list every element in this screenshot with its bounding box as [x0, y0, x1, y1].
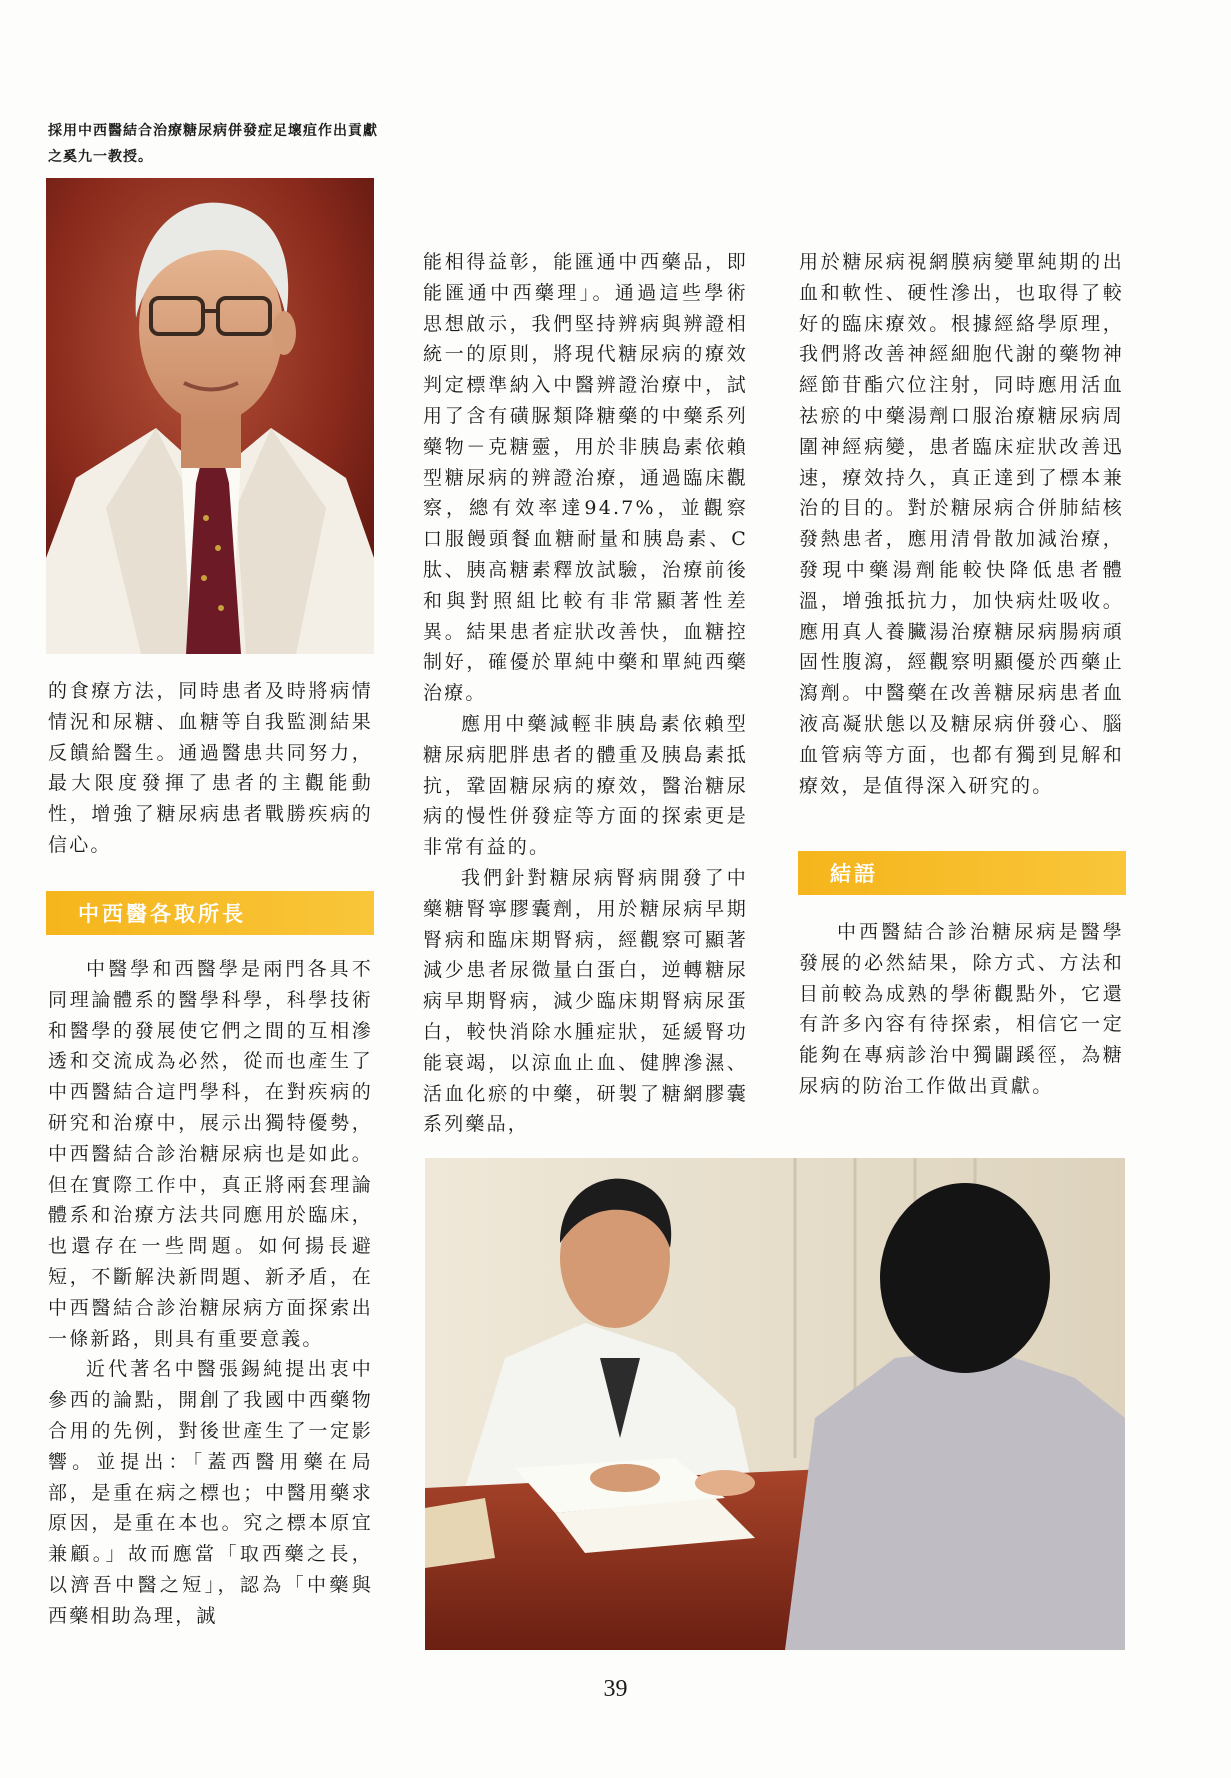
column-1-top: [48, 676, 373, 861]
column-3-bottom: [799, 917, 1124, 1102]
paragraph: 用於糖尿病視網膜病變單純期的出血和軟性、硬性滲出，也取得了較好的臨床療效。根據經絡學原理，我們將改善神經細胞代謝的藥物神經節苷酯穴位注射，同時應用活血祛瘀的中藥湯劑口服治療糖尿病周圍神經病變，患者臨床症狀改善迅速，療效持久，真正達到了標本兼治的目的。對於糖尿病合併肺結核發熱患者，應用清骨散加減治療，發現中藥湯劑能較快降低患者體溫，增強抵抗力，加快病灶吸收。應用真人養臟湯治療糖尿病腸病頑固性腹瀉，經觀察明顯優於西藥止瀉劑。中醫藥在改善糖尿病患者血液高凝狀態以及糖尿病併發心、腦血管病等方面，也都有獨到見解和療效，是值得深入研究的。: [799, 251, 1124, 797]
section-heading: 中西醫各取所長: [46, 891, 374, 935]
paragraph: 我們針對糖尿病腎病開發了中藥糖腎寧膠囊劑，用於糖尿病早期腎病和臨床期腎病，經觀察可顯著減少患者尿微量白蛋白，逆轉糖尿病早期腎病，減少臨床期腎病尿蛋白，較快消除水腫症狀，延緩腎功能衰竭，以涼血止血、健脾滲濕、活血化瘀的中藥，研製了糖網膠囊系列藥品，: [423, 866, 748, 1136]
page-number: 39: [603, 1676, 628, 1702]
paragraph: 能相得益彰，能匯通中西藥品，即能匯通中西藥理」。通過這些學術思想啟示，我們堅持辨病與辨證相統一的原則，將現代糖尿病的療效判定標準納入中醫辨證治療中，試用了含有磺脲類降糖藥的中藥系列藥物－克糖靈，用於非胰島素依賴型糖尿病的辨證治療，通過臨床觀察，總有效率達94.7%，並觀察口服饅頭餐血糖耐量和胰島素、C肽、胰高糖素釋放試驗，治療前後和與對照組比較有非常顯著性差異。結果患者症狀改善快，血糖控制好，確優於單純中藥和單純西藥治療。: [423, 251, 748, 705]
section-heading: 結語: [798, 851, 1126, 895]
column-1-bottom: [48, 954, 373, 1632]
paragraph: 應用中藥減輕非胰島素依賴型糖尿病肥胖患者的體重及胰島素抵抗，鞏固糖尿病的療效，醫治糖尿病的慢性併發症等方面的探索更是非常有益的。: [423, 712, 748, 859]
photo-caption: 採用中西醫結合治療糖尿病併發症足壞疽作出貢獻之奚九一教授。: [48, 123, 378, 165]
column-3: [799, 247, 1124, 801]
paragraph: 近代著名中醫張錫純提出衷中參西的論點，開創了我國中西藥物合用的先例，對後世產生了一定影響。並提出：「蓋西醫用藥在局部，是重在病之標也；中醫用藥求原因，是重在本也。究之標本原宜兼顧。」故而應當「取西藥之長，以濟吾中醫之短」，認為「中藥與西藥相助為理，誠: [48, 1358, 373, 1627]
column-2: [423, 247, 748, 1140]
paragraph: 中西醫結合診治糖尿病是醫學發展的必然結果，除方式、方法和目前較為成熟的學術觀點外，它還有許多內容有待探索，相信它一定能夠在專病診治中獨闢蹊徑，為糖尿病的防治工作做出貢獻。: [799, 921, 1124, 1097]
paragraph: 的食療方法，同時患者及時將病情情況和尿糖、血糖等自我監測結果反饋給醫生。通過醫患共同努力，最大限度發揮了患者的主觀能動性，增強了糖尿病患者戰勝疾病的信心。: [48, 680, 373, 856]
paragraph: 中醫學和西醫學是兩門各具不同理論體系的醫學科學，科學技術和醫學的發展使它們之間的互相滲透和交流成為必然，從而也產生了中西醫結合這門學科，在對疾病的研究和治療中，展示出獨特優勢，中西醫結合診治糖尿病也是如此。但在實際工作中，真正將兩套理論體系和治療方法共同應用於臨床，也還存在一些問題。如何揚長避短，不斷解決新問題、新矛盾，在中西醫結合診治糖尿病方面探索出一條新路，則具有重要意義。: [48, 958, 373, 1350]
consultation-photo: [425, 1158, 1125, 1650]
portrait-photo: [46, 178, 374, 654]
